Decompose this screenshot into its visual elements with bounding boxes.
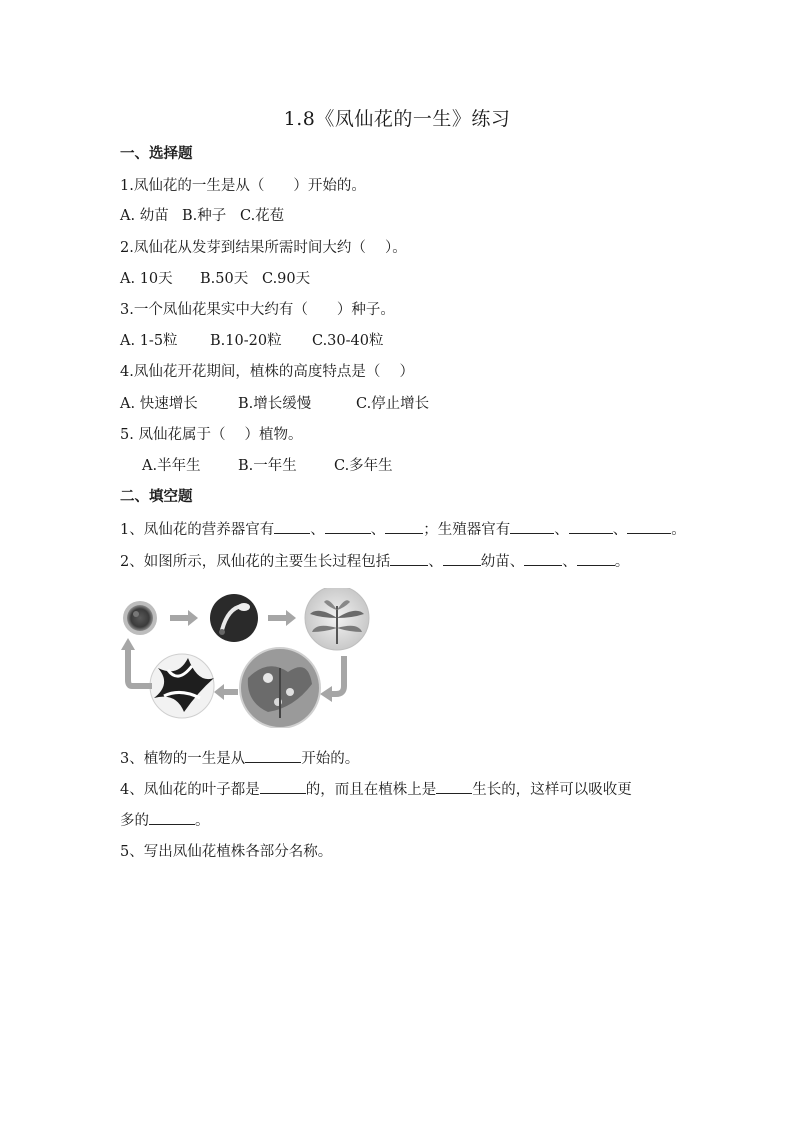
answer-blank[interactable]	[524, 551, 562, 566]
fill-question-5: 5、写出凤仙花植株各部分名称。	[120, 844, 333, 860]
answer-blank[interactable]	[443, 551, 481, 566]
option-a: A. 幼苗	[120, 208, 169, 224]
answer-blank[interactable]	[569, 519, 613, 534]
section-heading-fill: 二、填空题	[120, 489, 193, 505]
sprout-icon	[210, 594, 258, 642]
question-5: 5. 凤仙花属于（ ）植物。	[120, 427, 303, 443]
question-3: 3.一个凤仙花果实中大约有（ ）种子。	[120, 302, 395, 318]
arrow-up-icon	[121, 638, 152, 686]
seedling-icon	[305, 588, 369, 650]
fill-question-3: 3、植物的一生是从 开始的。	[120, 748, 359, 769]
options-5	[142, 456, 393, 476]
options-1	[120, 206, 284, 226]
page-title: 1.8《凤仙花的一生》练习	[283, 108, 511, 130]
fill-question-4-cont: 多的 。	[120, 810, 210, 831]
answer-blank[interactable]	[390, 551, 428, 566]
option-c: C.花苞	[240, 208, 285, 224]
option-c: C.多年生	[334, 458, 393, 474]
option-a: A.半年生	[142, 458, 201, 474]
arrow-left-icon	[214, 684, 238, 700]
arrow-down-icon	[320, 656, 344, 702]
answer-blank[interactable]	[325, 519, 371, 534]
answer-blank[interactable]	[510, 519, 554, 534]
question-1: 1.凤仙花的一生是从（ ）开始的。	[120, 178, 366, 194]
option-b: B.10-20粒	[210, 333, 282, 349]
growth-cycle-figure	[118, 588, 380, 728]
option-c: C.90天	[262, 271, 311, 287]
answer-blank[interactable]	[149, 810, 195, 825]
arrow-right-icon	[170, 610, 198, 626]
options-4	[120, 394, 429, 414]
fill-question-1: 1、凤仙花的营养器官有 、 、 ；生殖器官有 、 、 。	[120, 519, 686, 540]
option-b: B.种子	[182, 208, 227, 224]
question-2: 2.凤仙花从发芽到结果所需时间大约（ ）。	[120, 240, 407, 256]
answer-blank[interactable]	[245, 748, 301, 763]
option-a: A. 10天	[120, 271, 173, 287]
answer-blank[interactable]	[274, 519, 310, 534]
seed-icon	[123, 601, 157, 635]
option-c: C.30-40粒	[312, 333, 384, 349]
option-a: A. 快速增长	[120, 396, 198, 412]
flowering-plant-icon	[240, 648, 320, 728]
option-c: C.停止增长	[356, 396, 430, 412]
answer-blank[interactable]	[577, 551, 615, 566]
section-heading-choice: 一、选择题	[120, 146, 193, 162]
options-2	[120, 269, 310, 289]
fill-question-4: 4、凤仙花的叶子都是 的，而且在植株上是 生长的，这样可以吸收更	[120, 779, 632, 800]
answer-blank[interactable]	[385, 519, 423, 534]
option-a: A. 1-5粒	[120, 333, 178, 349]
answer-blank[interactable]	[260, 779, 306, 794]
option-b: B.50天	[200, 271, 249, 287]
answer-blank[interactable]	[627, 519, 671, 534]
option-b: B.一年生	[238, 458, 297, 474]
options-3	[120, 331, 384, 351]
fruiting-plant-icon	[150, 654, 214, 718]
answer-blank[interactable]	[436, 779, 472, 794]
option-b: B.增长缓慢	[238, 396, 312, 412]
question-4: 4.凤仙花开花期间，植株的高度特点是（ ）	[120, 364, 414, 380]
arrow-right-icon	[268, 610, 296, 626]
fill-question-2: 2、如图所示，凤仙花的主要生长过程包括 、 幼苗、 、 。	[120, 551, 629, 572]
